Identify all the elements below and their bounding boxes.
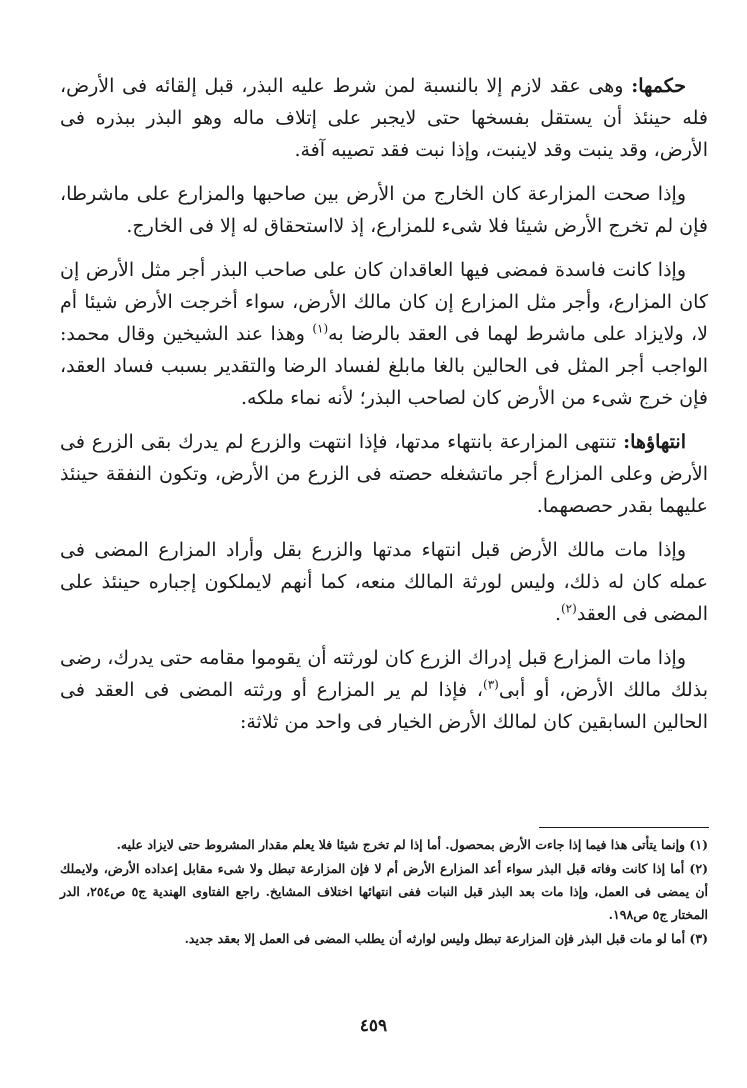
page-number: ٤٥٩: [359, 1016, 388, 1036]
paragraph-invalid-contract: [60, 254, 708, 414]
footnote-1: (١) وإنما يتأتى هذا فيما إذا جاءت الأرض بمحصول. أما إذا لم تخرج شيئا فلا يعلم مقدار المشروط حتى لايزاد عليه.: [116, 837, 708, 852]
document-body: [60, 70, 708, 750]
paragraph-text: وهى عقد لازم إلا بالنسبة لمن شرط عليه البذر، قبل إلقائه فى الأرض، فله حينئذ أن يستقل بفسخها حتى لايجبر على إتلاف ماله وهو البذر ببذره فى الأرض، وقد ينبت وقد لاينبت، وإذا نبت فقد تصيبه آفة.: [60, 75, 708, 161]
footnotes-section: [60, 833, 708, 951]
paragraph-text-continued: ، فإذا لم ير المزارع أو ورثته المضى فى العقد فى الحالين السابقين كان لمالك الأرض الخيار فى واحد من ثلاثة:: [60, 679, 708, 733]
paragraph-text: وإذا مات المزارع قبل إدراك الزرع كان لورثته أن يقوموا مقامه حتى يدرك، رضى بذلك مالك الأرض، أو أبى: [60, 647, 708, 701]
footnote-3: (٣) أما لو مات قبل البذر فإن المزارعة تبطل وليس لوارثه أن يطلب المضى فى العمل إلا بعقد جديد.: [184, 931, 708, 946]
paragraph-text: وإذا صحت المزارعة كان الخارج من الأرض بين صاحبها والمزارع على ماشرطا، فإن لم تخرج الأرض شيئا فلا شىء للمزارع، إذ لااستحقاق له إلا فى الخارج.: [60, 183, 708, 237]
paragraph-valid-contract: [60, 178, 708, 242]
footnote-ref-3[interactable]: (٣): [483, 677, 499, 692]
paragraph-text: وإذا كانت فاسدة فمضى فيها العاقدان كان على صاحب البذر أجر مثل الأرض إن كان المزارع، وأجر مثل المزارع إن كان مالك الأرض، سواء أخرجت الأرض شيئا أم لا، ولايزاد على ماشرط لهما فى العقد بالرضا به: [60, 259, 708, 345]
paragraph-owner-death: [60, 534, 708, 630]
paragraph-termination: [60, 426, 708, 522]
paragraph-text-continued: وهذا عند الشيخين وقال محمد: الواجب أجر المثل فى الحالين بالغا مابلغ لفساد الرضا والتقدير بسبب فساد العقد، فإن خرج شىء من الأرض كان لصاحب البذر؛ لأنه نماء ملكه.: [60, 323, 708, 409]
section-heading-termination: انتهاؤها:: [623, 431, 686, 453]
paragraph-farmer-death: [60, 642, 708, 738]
footnote-divider: [539, 827, 709, 828]
paragraph-text: وإذا مات مالك الأرض قبل انتهاء مدتها والزرع بقل وأراد المزارع المضى فى عمله كان له ذلك، وليس لورثة المالك منعه، كما أنهم لايملكون إجباره حينئذ على المضى فى العقد: [60, 539, 708, 625]
footnote-ref-2[interactable]: (٢): [560, 601, 577, 616]
paragraph-text: تنتهى المزارعة بانتهاء مدتها، فإذا انتهت والزرع لم يدرك بقى الزرع فى الأرض وعلى المزارع أجر ماتشغله حصته فى الزرع من الأرض، وتكون النفقة حينئذ عليهما بقدر حصصهما.: [60, 431, 708, 517]
section-heading-ruling: حكمها:: [631, 75, 686, 97]
paragraph-text-continued: .: [554, 603, 561, 625]
footnote-2: (٢) أما إذا كانت وفاته قبل البذر سواء أعد المزارع الأرض أم لا فإن المزارعة تبطل ولا شىء مقابل إعداده الأرض، ولايملك أن يمضى فى العمل، وإذا مات بعد البذر قبل النبات ففى انتهائها اختلاف المشايخ. راجع الفتاوى الهندية ج٥ ص٢٥٤، الدر المختار ج٥ ص١٩٨.: [60, 861, 709, 922]
footnote-ref-1[interactable]: (١): [312, 321, 329, 336]
paragraph-ruling: [60, 70, 708, 166]
